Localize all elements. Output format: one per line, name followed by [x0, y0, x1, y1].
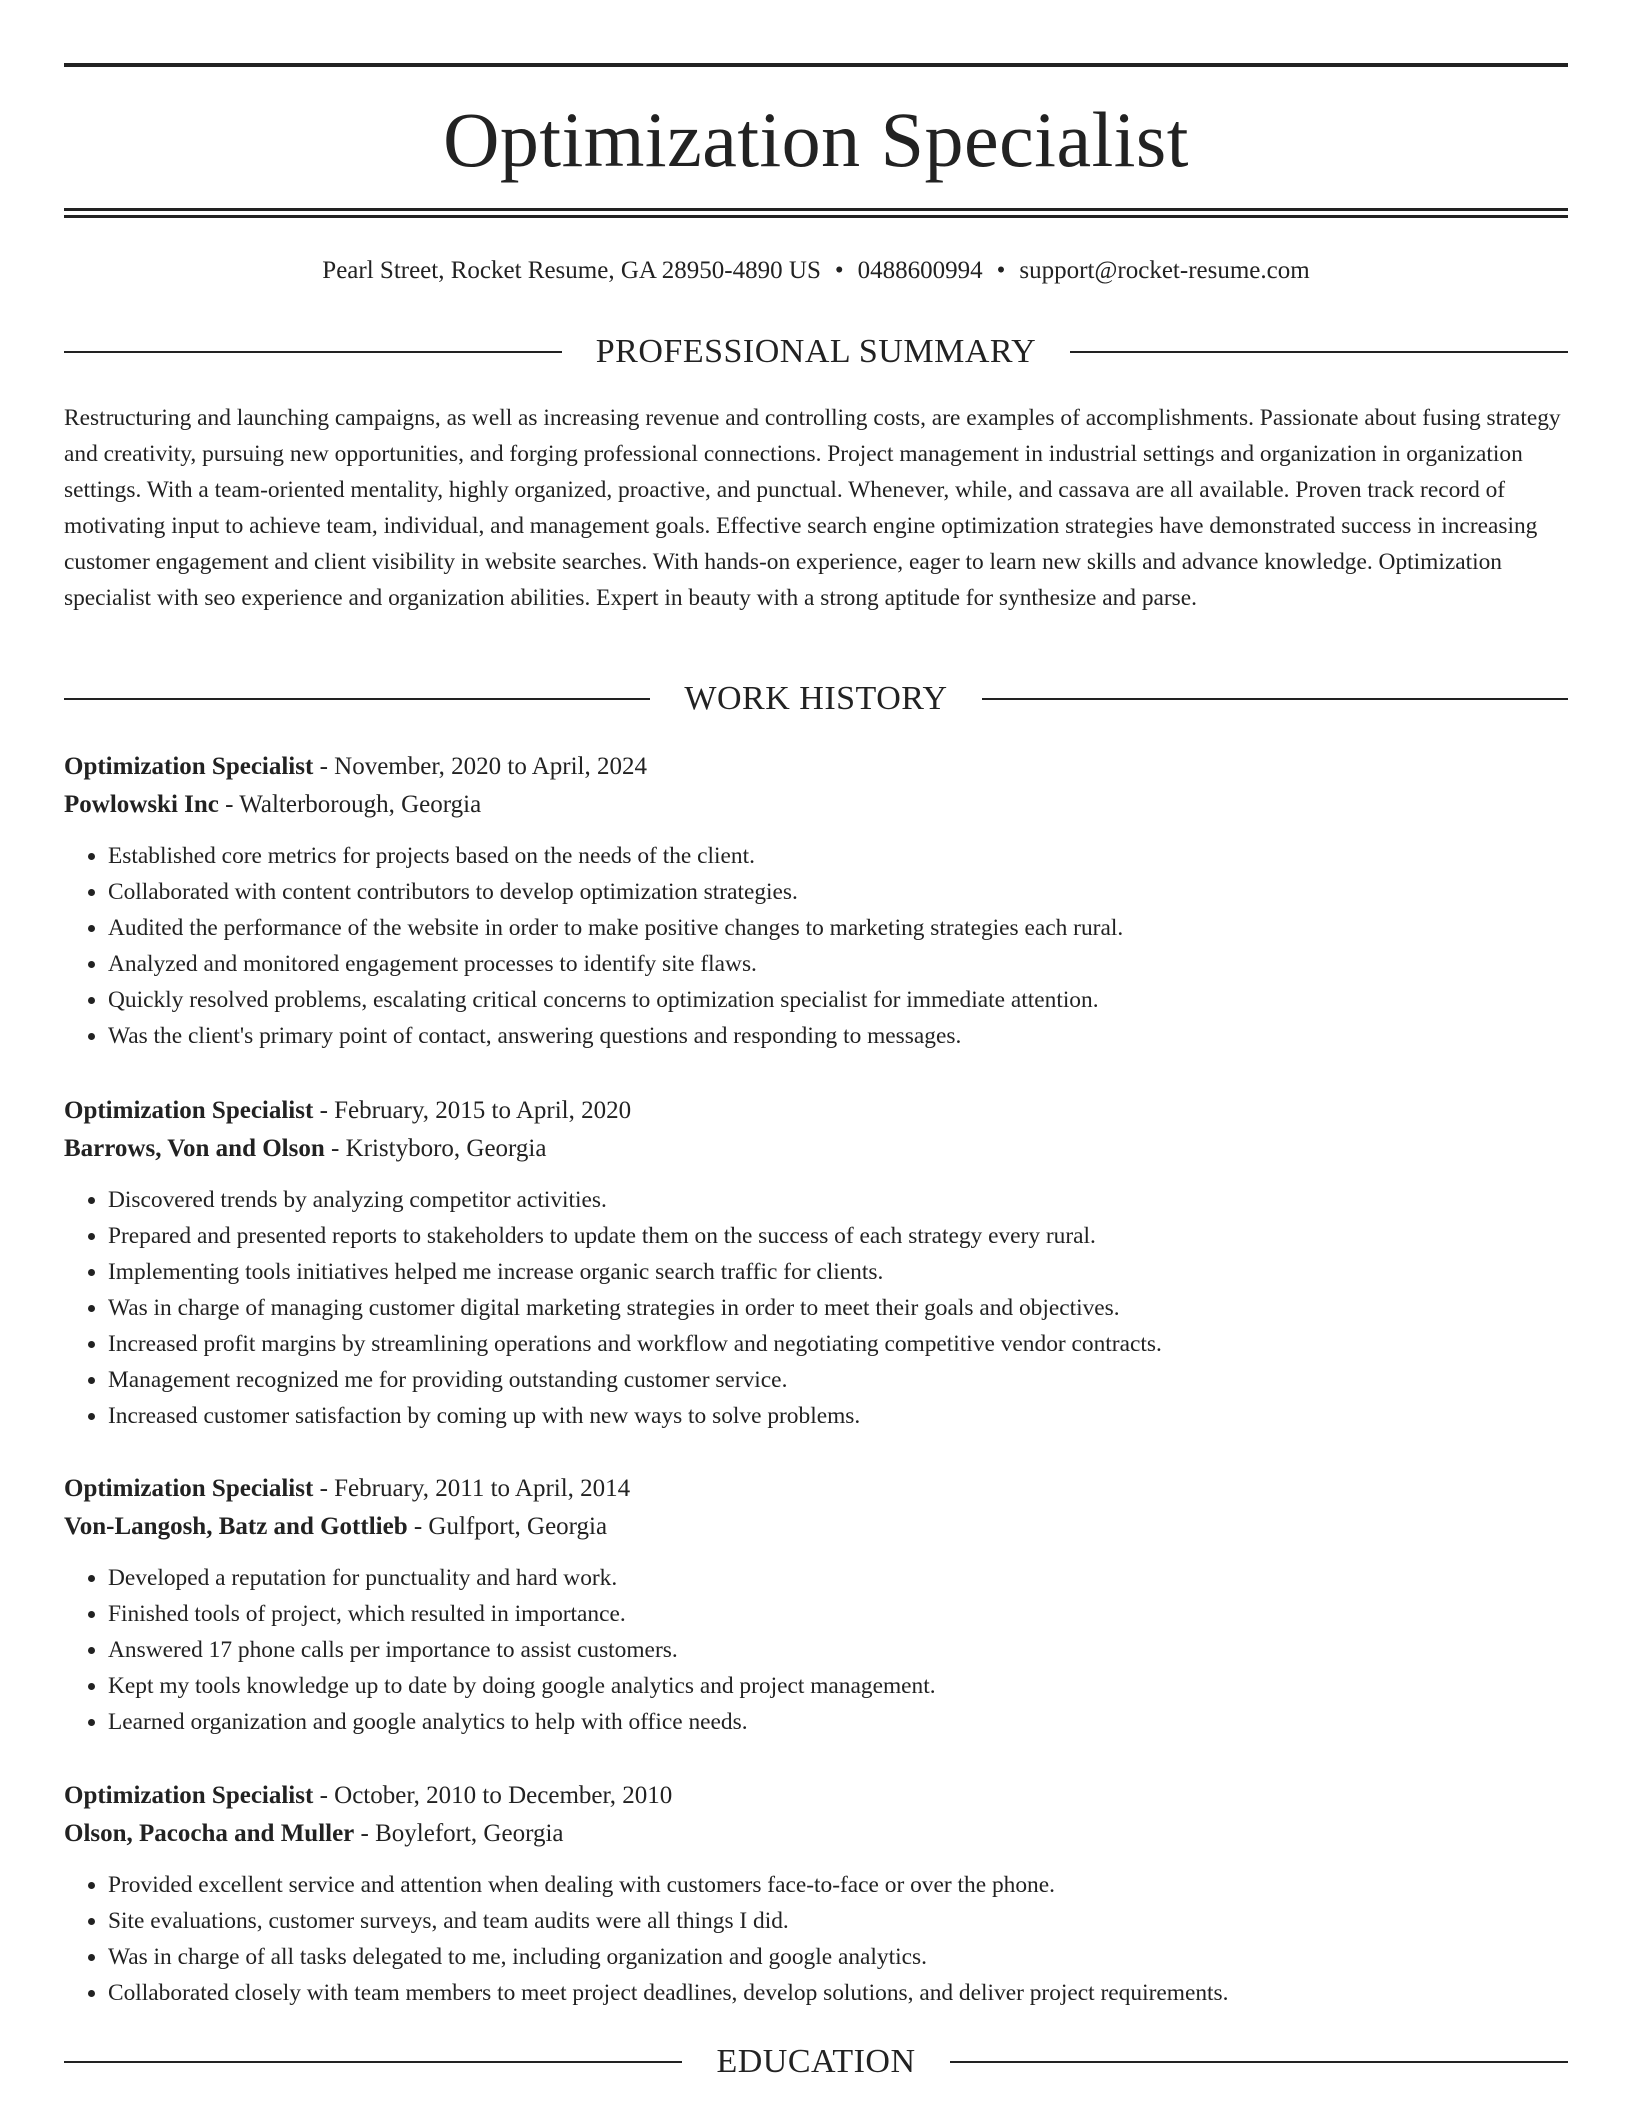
job-company-line — [64, 786, 1568, 824]
job-title: Optimization Specialist — [64, 753, 314, 780]
job-dates: - October, 2010 to December, 2010 — [313, 1782, 673, 1809]
section-heading-summary — [64, 330, 1568, 374]
contact-phone: 0488600994 — [857, 257, 983, 284]
job-bullet: • Increased customer satisfaction by coming up with new ways to solve problems. — [108, 1398, 1568, 1434]
section-title: EDUCATION — [716, 2043, 916, 2080]
job-dates: - November, 2020 to April, 2024 — [313, 753, 647, 780]
job-entry — [64, 748, 1568, 1054]
contact-email: support@rocket-resume.com — [1019, 257, 1310, 284]
heading-rule — [950, 2061, 1568, 2063]
resume-title: Optimization Specialist — [443, 96, 1189, 183]
heading-rule — [982, 698, 1568, 700]
job-bullet: • Prepared and presented reports to stakeholders to update them on the success of each strategy every rural. — [108, 1218, 1568, 1254]
job-bullet: • Analyzed and monitored engagement processes to identify site flaws. — [108, 946, 1568, 982]
top-rule — [64, 63, 1568, 67]
job-bullet: • Quickly resolved problems, escalating critical concerns to optimization specialist for immediate attention. — [108, 982, 1568, 1018]
heading-rule — [1070, 351, 1568, 353]
job-bullet: • Implementing tools initiatives helped me increase organic search traffic for clients. — [108, 1254, 1568, 1290]
contact-separator: • — [996, 257, 1006, 284]
job-bullet: • Site evaluations, customer surveys, and team audits were all things I did. — [108, 1903, 1568, 1939]
job-bullet: • Provided excellent service and attention when dealing with customers face-to-face or over the phone. — [108, 1867, 1568, 1903]
job-title: Optimization Specialist — [64, 1475, 314, 1502]
job-bullet: • Increased profit margins by streamlining operations and workflow and negotiating competitive vendor contracts. — [108, 1326, 1568, 1362]
heading-rule — [64, 698, 650, 700]
job-bullet: • Developed a reputation for punctuality and hard work. — [108, 1560, 1568, 1596]
job-bullet: • Was in charge of all tasks delegated to me, including organization and google analytics. — [108, 1939, 1568, 1975]
heading-rule — [64, 2061, 682, 2063]
job-bullets — [64, 1867, 1568, 2011]
job-title-line — [64, 1092, 1568, 1130]
job-location: - Gulfport, Georgia — [407, 1513, 608, 1540]
double-rule — [64, 208, 1568, 218]
section-heading-work — [64, 677, 1568, 721]
job-company: Barrows, Von and Olson — [64, 1135, 325, 1162]
job-bullets — [64, 838, 1568, 1054]
job-title-line — [64, 1470, 1568, 1508]
summary-text: Restructuring and launching campaigns, as well as increasing revenue and controlling costs, are examples of accomplishments. Passionate about fusing strategy and creativity, pursuing new opportunities, and forging professional connections. Project management in industrial settings and organization in organization settings. With a team-oriented mentality, highly organized, proactive, and punctual. Whenever, while, and cassava are all available. Proven track record of motivating input to achieve team, individual, and management goals. Effective search engine optimization strategies have demonstrated success in increasing customer engagement and client visibility in website searches. With hands-on experience, eager to learn new skills and advance knowledge. Optimization specialist with seo experience and organization abilities. Expert in beauty with a strong aptitude for synthesize and parse. — [64, 405, 1561, 611]
job-bullets — [64, 1182, 1568, 1434]
contact-line — [64, 254, 1568, 288]
section-title: WORK HISTORY — [684, 680, 948, 717]
contact-separator: • — [834, 257, 844, 284]
section-heading-education — [64, 2040, 1568, 2084]
job-bullet: • Learned organization and google analytics to help with office needs. — [108, 1704, 1568, 1740]
job-entry — [64, 1470, 1568, 1740]
job-company: Powlowski Inc — [64, 791, 219, 818]
job-company-line — [64, 1815, 1568, 1853]
job-entry — [64, 1777, 1568, 2011]
job-bullet: • Discovered trends by analyzing competitor activities. — [108, 1182, 1568, 1218]
job-location: - Kristyboro, Georgia — [324, 1135, 547, 1162]
job-title-line — [64, 748, 1568, 786]
job-bullet: • Management recognized me for providing outstanding customer service. — [108, 1362, 1568, 1398]
job-bullet: • Was in charge of managing customer digital marketing strategies in order to meet their goals and objectives. — [108, 1290, 1568, 1326]
job-title: Optimization Specialist — [64, 1097, 314, 1124]
job-location: - Boylefort, Georgia — [354, 1820, 564, 1847]
job-company: Olson, Pacocha and Muller — [64, 1820, 355, 1847]
job-bullet: • Kept my tools knowledge up to date by doing google analytics and project management. — [108, 1668, 1568, 1704]
job-company-line — [64, 1508, 1568, 1546]
job-bullet: • Established core metrics for projects based on the needs of the client. — [108, 838, 1568, 874]
job-company: Von-Langosh, Batz and Gottlieb — [64, 1513, 408, 1540]
job-title: Optimization Specialist — [64, 1782, 314, 1809]
job-bullet: • Was the client's primary point of contact, answering questions and responding to messages. — [108, 1018, 1568, 1054]
job-location: - Walterborough, Georgia — [218, 791, 482, 818]
job-company-line — [64, 1130, 1568, 1168]
job-bullet: • Finished tools of project, which resulted in importance. — [108, 1596, 1568, 1632]
job-bullet: • Collaborated with content contributors to develop optimization strategies. — [108, 874, 1568, 910]
contact-address: Pearl Street, Rocket Resume, GA 28950-4890 US — [322, 257, 821, 284]
job-dates: - February, 2015 to April, 2020 — [313, 1097, 632, 1124]
job-bullet: • Audited the performance of the website in order to make positive changes to marketing strategies each rural. — [108, 910, 1568, 946]
job-title-line — [64, 1777, 1568, 1815]
job-bullet: • Answered 17 phone calls per importance to assist customers. — [108, 1632, 1568, 1668]
job-bullet: • Collaborated closely with team members to meet project deadlines, develop solutions, and deliver project requirements. — [108, 1975, 1568, 2011]
job-dates: - February, 2011 to April, 2014 — [313, 1475, 631, 1502]
section-title: PROFESSIONAL SUMMARY — [595, 333, 1037, 370]
job-bullets — [64, 1560, 1568, 1740]
job-entry — [64, 1092, 1568, 1434]
heading-rule — [64, 351, 562, 353]
